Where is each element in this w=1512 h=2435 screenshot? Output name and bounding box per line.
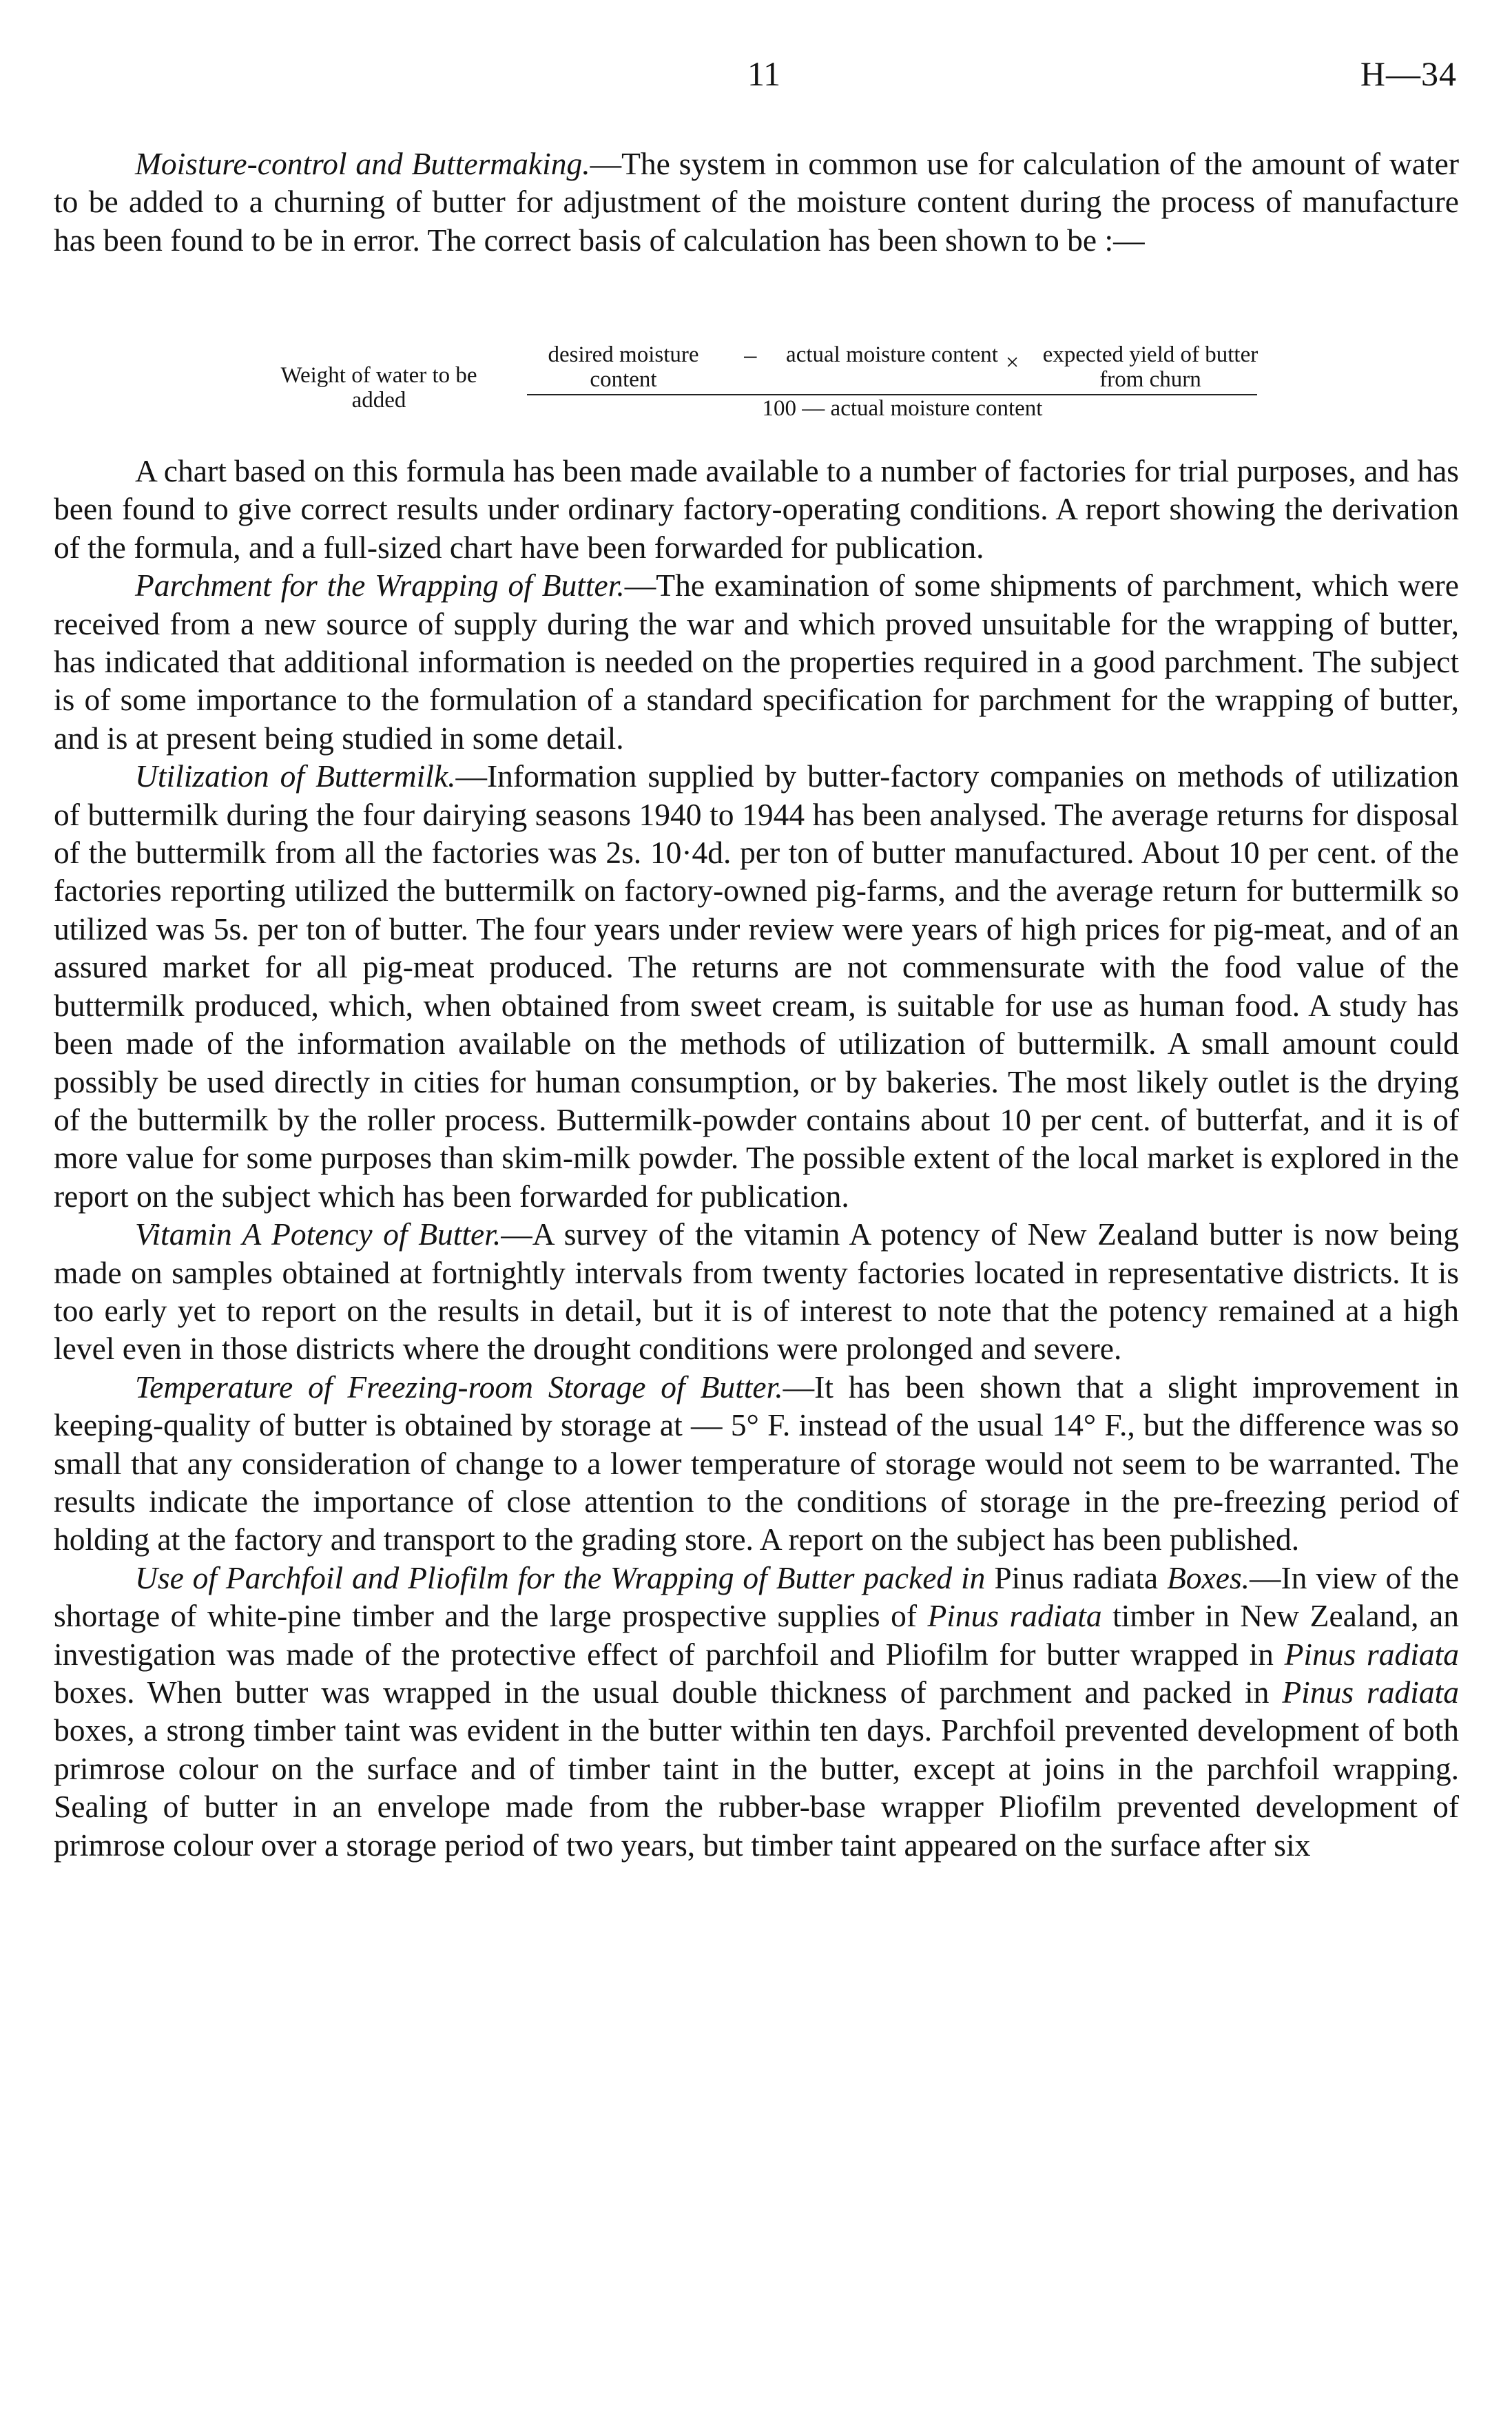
report-reference: H—34	[1360, 54, 1457, 93]
paragraph-buttermilk	[54, 757, 1459, 1215]
heading-pinus-radiata: Pinus radiata	[994, 1560, 1159, 1595]
text-parchment: —The examination of some shipments of parchment, which were received from a new source of supply during the war and which proved unsuitable for the wrapping of butter, has indicated that additional information is needed on the properties required in a good parchment. The subject is of some importance to the formulation of a standard specification for parchment for the wrapping of butter, and is at present being studied in some detail.	[54, 568, 1460, 756]
heading-parchfoil: Use of Parchfoil and Pliofilm for the Wrapping of Butter packed in	[135, 1560, 986, 1595]
species-pinus-radiata-2: Pinus radiata	[1284, 1636, 1460, 1672]
main-text-block	[54, 452, 1459, 1864]
text-parchfoil-1: —In view of the shortage of white-pine timber and the large prospective supplies of	[54, 1560, 1460, 1634]
text-vitamin-a: —A survey of the vitamin A potency of New Zealand butter is now being made on samples obtained at fortnightly intervals from twenty factories located in representative districts. It is too early yet to report on the results in detail, but it is of interest to note that the potency remained at a high level even in those districts where the drought conditions were prolonged and severe.	[54, 1216, 1459, 1367]
paragraph-moisture-control	[54, 145, 1459, 259]
paragraph-parchment	[54, 566, 1459, 757]
formula-minus: −	[743, 342, 758, 373]
text-parchfoil-3: boxes. When butter was wrapped in the usual double thickness of parchment and packed in	[54, 1675, 1270, 1710]
text-buttermilk: —Information supplied by butter-factory companies on methods of utilization of buttermilk during the four dairying seasons 1940 to 1944 has been analysed. The average returns for disposal of the buttermilk from all the factories was 2s. 10·4d. per ton of butter manufactured. About 10 per cent. of the factories reporting utilized the buttermilk on factory-owned pig-farms, and the average return for buttermilk so utilized was 5s. per ton of butter. The four years under review were years of high prices for pig-meat, and of an assured market for all pig-meat produced. The returns are not commensurate with the food value of the buttermilk produced, which, when obtained from sweet cream, is suitable for use as human food. A study has been made of the information available on the methods of utilization of buttermilk. A small amount could possibly be used directly in cities for human consumption, or by bakeries. The most likely outlet is the drying of the buttermilk by the roller process. Buttermilk-powder contains about 10 per cent. of butterfat, and it is of more value for some purposes than skim-milk powder. The possible extent of the local market is explored in the report on the subject which has been forwarded for publication.	[54, 758, 1459, 1214]
paragraph-chart	[54, 452, 1459, 566]
species-pinus-radiata-1: Pinus radiata	[927, 1598, 1102, 1634]
formula-lhs: Weight of water to be added	[280, 363, 477, 413]
heading-parchment: Parchment for the Wrapping of Butter.	[135, 568, 625, 603]
text-temperature: —It has been shown that a slight improvement in keeping-quality of butter is obtained by storage at — 5° F. instead of the usual 14° F., but the difference was so small that any consideration of change to a lower temperature of storage would not seem to be warranted. The results indicate the importance of close attention to the conditions of storage in the pre-freezing period of holding at the factory and transport to the grading store. A report on the subject has been published.	[54, 1369, 1460, 1557]
text-chart: A chart based on this formula has been made available to a number of factories for trial purposes, and has been found to give correct results under ordinary factory-operating conditions. A report showing the derivation of the formula, and a full-sized chart have been forwarded for publication.	[54, 453, 1459, 565]
heading-buttermilk: Utilization of Buttermilk.	[135, 758, 456, 794]
heading-vitamin-a: Vitamin A Potency of Butter.	[135, 1216, 501, 1252]
text-parchfoil-2: timber in New Zealand, an investigation was made of the protective effect of parchfoil and Pliofilm for butter wrapped in	[54, 1598, 1459, 1672]
formula-times: ×	[1006, 350, 1019, 375]
heading-moisture-control: Moisture-control and Buttermaking.	[135, 146, 590, 181]
text-parchfoil-4: boxes, a strong timber taint was evident in the butter within ten days. Parchfoil prevented development of both primrose colour on the surface and of timber taint in the butter, except at joins in the parchfoil wrapping. Sealing of butter in an envelope made from the rubber-base wrapper Pliofilm prevented development of primrose colour over a storage period of two years, but timber taint appeared on the surface after six	[54, 1712, 1459, 1863]
heading-boxes: Boxes.	[1167, 1560, 1250, 1595]
page-number: 11	[747, 54, 781, 93]
formula-actual-moisture: actual moisture content	[786, 342, 998, 367]
formula-denominator: 100 — actual moisture content	[762, 396, 1043, 421]
formula-desired-moisture: desired moisture content	[548, 342, 699, 392]
text-moisture-control: —The system in common use for calculation of the amount of water to be added to a churning of butter for adjustment of the moisture content during the process of manufacture has been found to be in error. The correct basis of calculation has been shown to be :—	[54, 146, 1459, 258]
heading-temperature: Temperature of Freezing-room Storage of Butter.	[135, 1369, 783, 1405]
paragraph-parchfoil	[54, 1559, 1459, 1864]
moisture-formula	[0, 342, 1512, 425]
paragraph-vitamin-a	[54, 1215, 1459, 1368]
intro-block	[54, 145, 1459, 259]
species-pinus-radiata-3: Pinus radiata	[1282, 1675, 1459, 1710]
formula-expected-yield: expected yield of butter from churn	[1042, 342, 1259, 392]
paragraph-temperature	[54, 1368, 1459, 1559]
formula-fraction-bar	[527, 394, 1257, 395]
